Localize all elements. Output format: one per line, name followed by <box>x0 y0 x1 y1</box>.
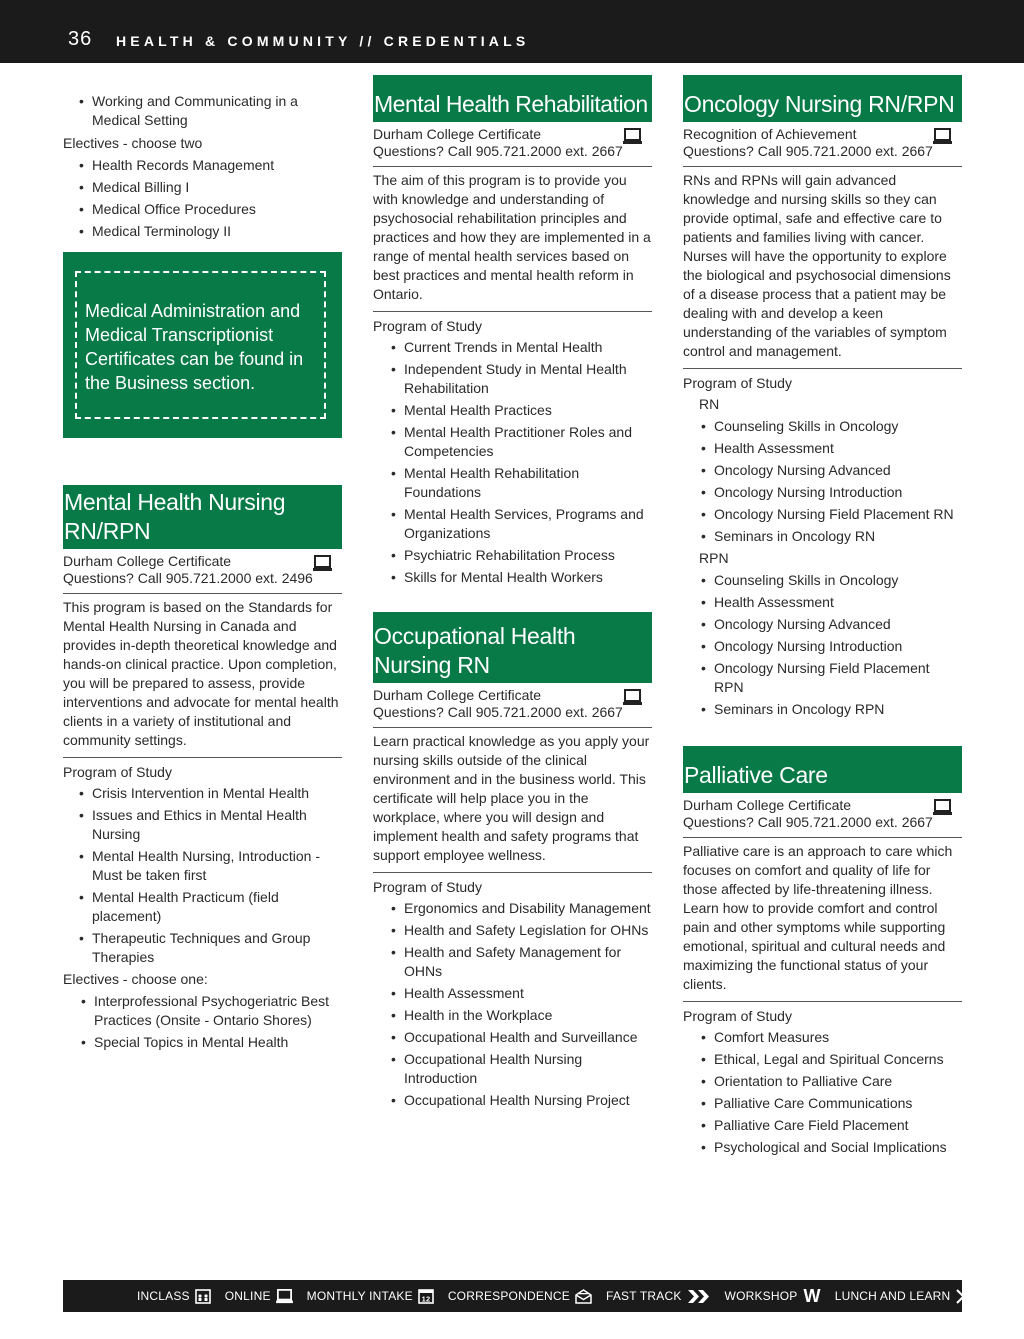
top-band <box>0 0 1024 63</box>
legend-fast-track <box>606 1289 711 1304</box>
legend-inclass <box>137 1289 211 1304</box>
section-title: Oncology Nursing RN/RPN <box>683 75 962 122</box>
list-item: • Palliative Care Field Placement <box>683 1116 962 1135</box>
legend-label: CORRESPONDENCE <box>447 1289 570 1303</box>
legend-items <box>137 1280 986 1312</box>
list-item: • Health in the Workplace <box>373 1006 652 1025</box>
legend-label: FAST TRACK <box>605 1289 682 1303</box>
list-item: • Ethical, Legal and Spiritual Concerns <box>683 1050 962 1069</box>
fast-forward-icon <box>687 1289 711 1304</box>
program-description: Palliative care is an approach to care which focuses on comfort and quality of life for those affected by life-threatening illness. Learn how to provide comfort and control pain and other symptoms while supporting emotional, spiritual and cultural needs and maximizing the functional status of your clients. <box>683 843 953 992</box>
list-item: • Oncology Nursing Field Placement RN <box>683 505 962 524</box>
program-meta <box>683 122 962 166</box>
calendar-number: 12 <box>421 1294 431 1304</box>
certificate-type: Durham College Certificate <box>63 553 232 569</box>
rpn-label: RPN <box>699 550 729 566</box>
list-item: • Crisis Intervention in Mental Health <box>63 784 342 803</box>
list-item: • Health Assessment <box>683 439 962 458</box>
title-line: Nursing RN <box>374 652 490 678</box>
online-icon <box>276 1289 293 1304</box>
list-item: • Mental Health Rehabilitation Foundations <box>373 464 652 502</box>
electives-list <box>63 156 342 241</box>
online-icon <box>313 555 332 572</box>
list-item: • Palliative Care Communications <box>683 1094 962 1113</box>
list-item: • Special Topics in Mental Health <box>63 1033 342 1052</box>
electives-label: Electives - choose two <box>63 135 203 151</box>
section-title <box>373 612 652 683</box>
online-icon <box>623 128 642 145</box>
section-oncology-nursing <box>683 75 962 719</box>
list-item: • Orientation to Palliative Care <box>683 1072 962 1091</box>
list-item: • Mental Health Practitioner Roles and Competencies <box>373 423 652 461</box>
program-of-study-label: Program of Study <box>683 375 792 391</box>
list-item: • Mental Health Practices <box>373 401 652 420</box>
legend-workshop <box>725 1287 821 1305</box>
list-item: • Oncology Nursing Field Placement RPN <box>683 659 962 697</box>
list-item: • Oncology Nursing Advanced <box>683 461 962 480</box>
study-list <box>683 1028 962 1157</box>
list-item: • Medical Billing I <box>63 178 342 197</box>
program-meta <box>373 683 652 727</box>
list-item: • Health and Safety Legislation for OHNs <box>373 921 652 940</box>
running-head: HEALTH & COMMUNITY // CREDENTIALS <box>116 33 530 49</box>
electives-list <box>63 992 342 1052</box>
section-mental-health-rehabilitation <box>373 75 652 587</box>
list-item: • Occupational Health Nursing Introduction <box>373 1050 652 1088</box>
fork-knife-icon <box>955 1288 972 1305</box>
list-item: • Counseling Skills in Oncology <box>683 571 962 590</box>
calendar-icon <box>418 1288 434 1304</box>
rn-study-list <box>683 417 962 546</box>
list-item: • Medical Terminology II <box>63 222 342 241</box>
program-of-study-label: Program of Study <box>373 879 482 895</box>
online-icon <box>933 799 952 816</box>
list-item: • Comfort Measures <box>683 1028 962 1047</box>
program-description: The aim of this program is to provide you with knowledge and understanding of psychosocial rehabilitation principles and practices and how they are implemented in a range of mental health services based on best practices and mental health reform in Ontario. <box>373 172 651 302</box>
list-item: • Mental Health Practicum (field placement) <box>63 888 342 926</box>
list-item: • Independent Study in Mental Health Rehabilitation <box>373 360 652 398</box>
list-item: • Psychiatric Rehabilitation Process <box>373 546 652 565</box>
contact-phone: Questions? Call 905.721.2000 ext. 2667 <box>373 704 623 720</box>
list-item: • Occupational Health and Surveillance <box>373 1028 652 1047</box>
legend-label: MONTHLY INTAKE <box>306 1289 413 1303</box>
callout-text: Medical Administration and Medical Transcriptionist Certificates can be found in the Business section. <box>75 271 326 419</box>
program-of-study-label: Program of Study <box>373 318 482 334</box>
online-icon <box>623 689 642 706</box>
list-item: • Oncology Nursing Advanced <box>683 615 962 634</box>
legend-label: LUNCH AND LEARN <box>834 1289 951 1303</box>
page-number: 36 <box>68 28 93 50</box>
contact-phone: Questions? Call 905.721.2000 ext. 2667 <box>373 143 623 159</box>
rn-label: RN <box>699 396 720 412</box>
study-list <box>373 899 652 1110</box>
section-title: Palliative Care <box>683 746 962 793</box>
program-description: Learn practical knowledge as you apply your nursing skills outside of the clinical environment and in the business world. This certificate will help place you in the workplace, where you will design and implement health and safety programs that support employee wellness. <box>373 733 650 863</box>
list-item: • Occupational Health Nursing Project <box>373 1091 652 1110</box>
list-item: • Oncology Nursing Introduction <box>683 483 962 502</box>
list-item: • Health Assessment <box>373 984 652 1003</box>
correspondence-icon <box>575 1289 592 1304</box>
list-item: • Seminars in Oncology RPN <box>683 700 962 719</box>
legend-label: INCLASS <box>137 1289 190 1303</box>
list-item: • Health and Safety Management for OHNs <box>373 943 652 981</box>
footer-legend <box>63 1280 962 1312</box>
legend-label: ONLINE <box>224 1289 271 1303</box>
section-mental-health-nursing <box>63 485 342 1052</box>
section-title <box>63 485 342 549</box>
legend-label: WORKSHOP <box>724 1289 798 1303</box>
section-occupational-health-nursing <box>373 612 652 1110</box>
list-item: • Health Assessment <box>683 593 962 612</box>
list-item: • Ergonomics and Disability Management <box>373 899 652 918</box>
contact-phone: Questions? Call 905.721.2000 ext. 2667 <box>683 814 933 830</box>
list-item: • Mental Health Nursing, Introduction - Must be taken first <box>63 847 342 885</box>
workshop-icon: W <box>803 1286 821 1306</box>
section-title: Mental Health Rehabilitation <box>373 75 652 122</box>
list-item: • Current Trends in Mental Health <box>373 338 652 357</box>
intro-bullet-list <box>63 92 342 130</box>
program-of-study-label: Program of Study <box>63 764 172 780</box>
list-item: • Interprofessional Psychogeriatric Best Practices (Onsite - Ontario Shores) <box>63 992 342 1030</box>
program-description: RNs and RPNs will gain advanced knowledge and nursing skills so they can provide optimal, safe and effective care to patients and families living with cancer. Nurses will have the opportunity to explore the biological and psychosocial dimensions of a disease process that a patient may be dealing with and develop a keen understanding of the variables of symptom control and management. <box>683 172 951 359</box>
online-icon <box>933 128 952 145</box>
certificate-type: Recognition of Achievement <box>683 126 857 142</box>
legend-lunch-and-learn <box>835 1288 973 1305</box>
list-item: • Health Records Management <box>63 156 342 175</box>
legend-correspondence <box>448 1289 592 1304</box>
program-meta <box>63 549 342 593</box>
list-item: • Therapeutic Techniques and Group Therapies <box>63 929 342 967</box>
certificate-type: Durham College Certificate <box>373 687 542 703</box>
study-list <box>63 784 342 967</box>
certificate-type: Durham College Certificate <box>683 797 852 813</box>
column-2 <box>373 75 652 1113</box>
list-item: • Medical Office Procedures <box>63 200 342 219</box>
section-palliative-care <box>683 746 962 1157</box>
legend-monthly-intake <box>307 1288 434 1304</box>
list-item: • Seminars in Oncology RN <box>683 527 962 546</box>
contact-phone: Questions? Call 905.721.2000 ext. 2496 <box>63 570 313 586</box>
list-item: • Mental Health Services, Programs and Organizations <box>373 505 652 543</box>
certificate-type: Durham College Certificate <box>373 126 542 142</box>
inclass-icon <box>195 1289 211 1304</box>
program-of-study-label: Program of Study <box>683 1008 792 1024</box>
list-item: • Skills for Mental Health Workers <box>373 568 652 587</box>
study-list <box>373 338 652 587</box>
electives-label: Electives - choose one: <box>63 971 208 987</box>
list-item: • Psychological and Social Implications <box>683 1138 962 1157</box>
program-description: This program is based on the Standards for Mental Health Nursing in Canada and provides in-depth theoretical knowledge and hands-on clinical practice. Upon completion, you will be prepared to assess, provide interventions and advocate for mental health clients in a variety of institutional and community settings. <box>63 599 339 748</box>
callout-box <box>63 252 342 438</box>
title-line: RN/RPN <box>64 518 151 544</box>
title-line: Mental Health Nursing <box>64 489 286 515</box>
column-3 <box>683 75 962 1160</box>
program-meta <box>373 122 652 166</box>
contact-phone: Questions? Call 905.721.2000 ext. 2667 <box>683 143 933 159</box>
list-item: • Counseling Skills in Oncology <box>683 417 962 436</box>
program-meta <box>683 793 962 837</box>
rpn-study-list <box>683 571 962 719</box>
legend-online <box>225 1289 293 1304</box>
column-1 <box>63 75 342 1055</box>
list-item: • Working and Communicating in a Medical Setting <box>63 92 342 130</box>
list-item: • Issues and Ethics in Mental Health Nursing <box>63 806 342 844</box>
title-line: Occupational Health <box>374 623 576 649</box>
list-item: • Oncology Nursing Introduction <box>683 637 962 656</box>
